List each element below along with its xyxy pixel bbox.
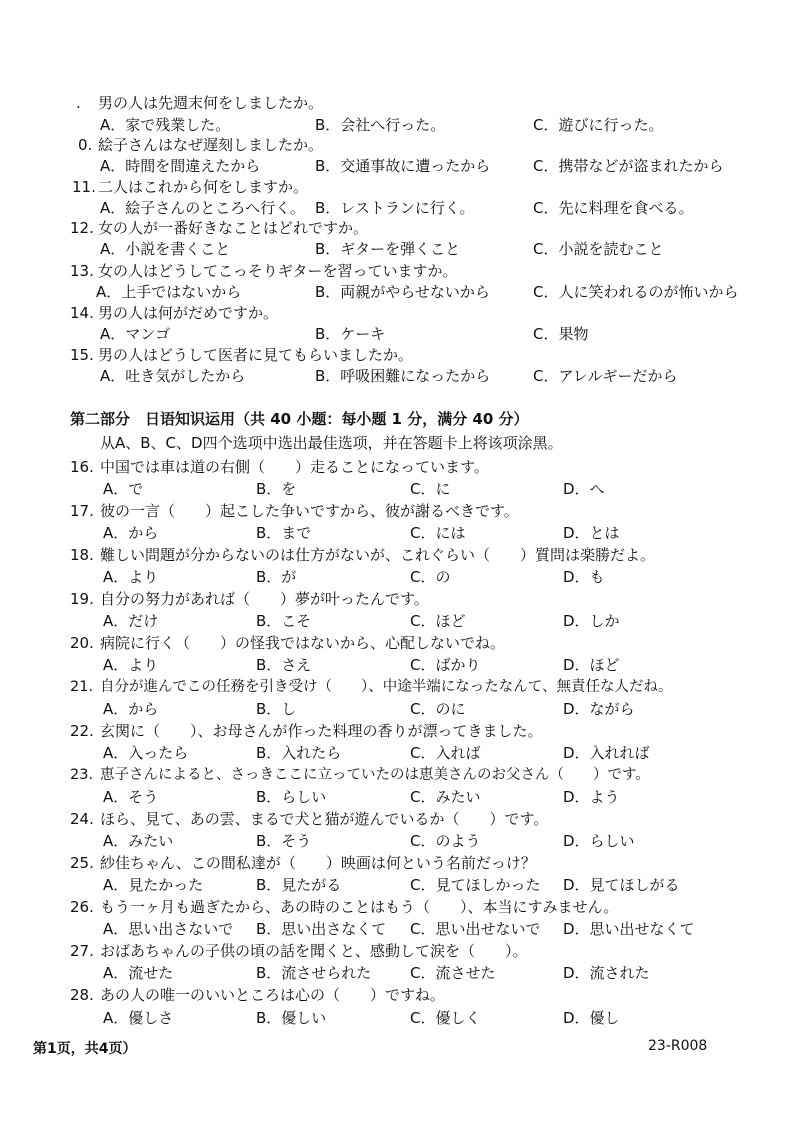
question-text: 二人はこれから何をしますか。 (98, 178, 309, 196)
option-b: B．まで (256, 524, 312, 542)
option-d: D．思い出せなくて (563, 920, 695, 938)
option-b: B．が (256, 568, 297, 586)
option-d: D．見てほしがる (563, 876, 680, 894)
question-number: 11. (72, 178, 96, 196)
option-b: B．思い出さなくて (256, 920, 387, 938)
option-c: C．ばかり (410, 656, 481, 674)
option-b: B．優しい (256, 1009, 327, 1027)
option-b: B．呼吸困難になったから (315, 367, 491, 385)
question-26 (70, 897, 618, 917)
question-9 (76, 93, 323, 113)
option-d: D．らしい (563, 832, 635, 850)
question-text: 難しい問題が分からないのは仕方がないが、これぐらい（ ）質問は楽勝だよ。 (100, 546, 656, 564)
question-text: 男の人は何がだめですか。 (98, 304, 279, 322)
question-number: 25. (70, 854, 94, 872)
option-b: B．さえ (256, 656, 312, 674)
option-c: C．のよう (410, 832, 481, 850)
question-text: 女の人はどうしてこっそりギターを習っていますか。 (98, 262, 458, 280)
question-text: 玄関に（ ）、お母さんが作った料理の香りが漂ってきました。 (100, 722, 543, 740)
option-b: B．入れたら (256, 744, 342, 762)
option-d: D．ながら (563, 700, 635, 718)
option-d: D．よう (563, 788, 620, 806)
option-a: A．流せた (103, 964, 174, 982)
option-c: C．優しく (410, 1009, 481, 1027)
question-text: 自分が進んでこの任務を引き受け（ ）、中途半端になったなんて、無責任な人だね。 (100, 679, 673, 695)
option-c: C．小説を読むこと (533, 240, 664, 258)
option-c: C．先に料理を食べる。 (533, 199, 694, 217)
option-a: A．入ったら (103, 744, 189, 762)
option-b: B．交通事故に遭ったから (315, 157, 491, 175)
option-a: A．見たかった (103, 876, 204, 894)
question-number: 14. (70, 304, 94, 322)
question-number: 21. (70, 679, 94, 695)
question-text: 女の人が一番好きなことはどれですか。 (98, 219, 369, 237)
question-12 (70, 218, 368, 238)
question-text: 男の人は先週末何をしましたか。 (98, 94, 324, 112)
question-number: 20. (70, 634, 94, 652)
question-text: あの人の唯一のいいところは心の（ ）ですね。 (100, 986, 446, 1004)
option-c: C．の (410, 568, 451, 586)
question-number: 13. (70, 262, 94, 280)
option-c: C．には (410, 524, 466, 542)
option-a: A．絵子さんのところへ行く。 (100, 199, 305, 217)
option-c: C．アレルギーだから (533, 367, 678, 385)
option-d: D．へ (563, 480, 605, 498)
option-c: C．ほど (410, 612, 466, 630)
option-c: C．遊びに行った。 (533, 116, 664, 134)
option-b: B．両親がやらせないから (315, 283, 490, 301)
question-13 (70, 261, 458, 281)
option-c: C．果物 (533, 325, 589, 343)
question-number: 15. (70, 346, 94, 364)
option-a: A．から (103, 700, 159, 718)
question-22 (70, 721, 543, 741)
question-number: 12. (70, 219, 94, 237)
option-b: B．し (256, 700, 297, 718)
option-c: C．に (410, 480, 451, 498)
option-b: B．らしい (256, 788, 327, 806)
question-17 (70, 501, 519, 521)
option-d: D．入れれば (563, 744, 650, 762)
option-c: C．みたい (410, 788, 481, 806)
option-a: A．から (103, 524, 159, 542)
question-number: 0. (78, 136, 93, 154)
question-16 (70, 457, 489, 477)
question-number: 24. (70, 810, 94, 828)
option-b: B．ケーキ (315, 325, 386, 343)
option-c: C．携帯などが盗まれたから (533, 157, 724, 175)
question-24 (70, 809, 548, 829)
question-number: 17. (70, 502, 94, 520)
section-title: 第二部分 日语知识运用（共 40 小题：每小题 1 分，满分 40 分） (70, 410, 529, 428)
question-text: 彼の一言（ ）起こした争いですから、彼が謝るべきです。 (100, 502, 519, 520)
option-a: A．より (103, 656, 159, 674)
option-c: C．のに (410, 700, 466, 718)
question-number: 26. (70, 898, 94, 916)
option-b: B．を (256, 480, 297, 498)
question-19 (70, 589, 429, 609)
option-b: B．レストランに行く。 (315, 199, 475, 217)
question-number: 18. (70, 546, 94, 564)
option-b: B．こそ (256, 612, 312, 630)
question-number: 27. (70, 942, 94, 960)
question-text: 病院に行く（ ）の怪我ではないから、心配しないでね。 (100, 634, 506, 652)
question-number: . (76, 94, 81, 112)
option-a: A．時間を間違えたから (100, 157, 261, 175)
question-text: 絵子さんはなぜ遅刻しましたか。 (98, 136, 324, 154)
option-a: A．そう (103, 788, 159, 806)
question-text: 男の人はどうして医者に見てもらいましたか。 (98, 346, 414, 364)
question-number: 28. (70, 986, 94, 1004)
option-c: C．人に笑われるのが怖いから (533, 283, 739, 301)
question-21 (70, 677, 672, 697)
question-text: 恵子さんによると、さっきここに立っていたのは恵美さんのお父さん（ ）です。 (100, 767, 650, 783)
option-b: B．ギターを弾くこと (315, 240, 461, 258)
option-a: A．で (103, 480, 144, 498)
question-18 (70, 545, 655, 565)
question-25 (70, 853, 536, 873)
option-a: A．吐き気がしたから (100, 367, 246, 385)
option-b: B．会社へ行った。 (315, 116, 446, 134)
option-a: A．家で残業した。 (100, 116, 231, 134)
option-c: C．思い出せないで (410, 920, 541, 938)
option-a: A．思い出さないで (103, 920, 234, 938)
option-d: D．流された (563, 964, 650, 982)
option-a: A．小説を書くこと (100, 240, 231, 258)
option-a: A．優しさ (103, 1009, 174, 1027)
question-15 (70, 345, 413, 365)
option-c: C．入れば (410, 744, 481, 762)
question-11 (72, 177, 308, 197)
question-10 (78, 135, 323, 155)
option-b: B．見たがる (256, 876, 342, 894)
option-b: B．そう (256, 832, 312, 850)
question-text: 紗佳ちゃん、この間私達が（ ）映画は何という名前だっけ？ (100, 854, 536, 872)
question-text: ほら、見て、あの雲、まるで犬と猫が遊んでいるか（ ）です。 (100, 810, 549, 828)
exam-code: 23-R008 (648, 1038, 708, 1054)
option-d: D．も (563, 568, 605, 586)
option-a: A．上手ではないから (96, 283, 242, 301)
option-c: C．見てほしかった (410, 876, 541, 894)
page-number: 第1页，共4页） (33, 1041, 137, 1057)
question-20 (70, 633, 505, 653)
option-d: D．優し (563, 1009, 620, 1027)
question-text: 自分の努力があれば（ ）夢が叶ったんです。 (100, 590, 429, 608)
question-text: おばあちゃんの子供の頃の話を聞くと、感動して涙を（ ）。 (100, 942, 528, 960)
option-a: A．マンゴ (100, 325, 171, 343)
option-b: B．流させられた (256, 964, 372, 982)
option-d: D．しか (563, 612, 620, 630)
question-text: 中国では車は道の右側（ ）走ることになっています。 (100, 458, 489, 476)
question-text: もう一ヶ月も過ぎたから、あの時のことはもう（ ）、本当にすみません。 (100, 898, 619, 916)
option-a: A．だけ (103, 612, 159, 630)
section-instruction: 从A、B、C、D四个选项中选出最佳选项，并在答题卡上将该项涂黑。 (100, 434, 563, 452)
question-14 (70, 303, 278, 323)
question-number: 19. (70, 590, 94, 608)
question-number: 23. (70, 767, 94, 783)
option-c: C．流させた (410, 964, 496, 982)
question-27 (70, 941, 528, 961)
question-number: 16. (70, 458, 94, 476)
question-number: 22. (70, 722, 94, 740)
option-a: A．みたい (103, 832, 174, 850)
option-d: D．とは (563, 524, 620, 542)
question-23 (70, 765, 650, 785)
option-d: D．ほど (563, 656, 620, 674)
question-28 (70, 985, 445, 1005)
option-a: A．より (103, 568, 159, 586)
